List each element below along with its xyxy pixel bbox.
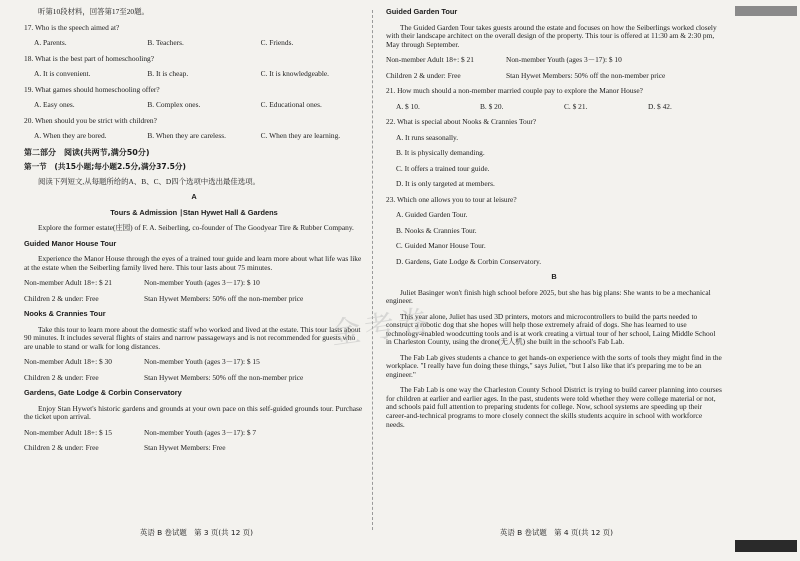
price-youth: Non-member Youth (ages 3－17): $ 10 [144, 278, 260, 288]
gardens-price-row-1 [24, 429, 364, 438]
question-19: 19. What games should homeschooling offer? [24, 84, 160, 94]
option-d: D. It is only targeted at members. [396, 179, 495, 189]
nooks-tour-text: Take this tour to learn more about the domestic staff who worked and lived at the estate. This tour lasts about 90 minutes. It includes several flights of stairs and narrow passageways and is not recommended for guests who are unable to stand or walk for long distances. [24, 324, 361, 351]
question-20-options [24, 132, 364, 141]
passage-a-intro: Explore the former estate(庄园) of F. A. Seiberling, co-founder of The Goodyear Tire & Rubber Company. [38, 223, 354, 233]
price-adult: Non-member Adult 18+: $ 15 [24, 427, 112, 437]
garden-tour-text: The Guided Garden Tour takes guests around the estate and focuses on how the Seiberlings worked closely with their landscape architect on the overall design of the property. This tour is offered at 11:30 am & 2:30 pm, May through September. [386, 22, 717, 49]
manor-price-row-1 [24, 279, 364, 288]
price-children: Children 2 & under: Free [24, 372, 99, 382]
price-adult: Non-member Adult 18+: $ 21 [24, 278, 112, 288]
nooks-price-row-2 [24, 374, 364, 383]
price-children: Children 2 & under: Free [386, 70, 461, 80]
nooks-price-row-1 [24, 358, 364, 367]
option-b: B. When they are careless. [147, 131, 226, 141]
option-b: B. Nooks & Crannies Tour. [396, 225, 477, 235]
passage-a-label: A [191, 192, 197, 202]
price-adult: Non-member Adult 18+: $ 30 [24, 357, 112, 367]
manor-price-row-2 [24, 295, 364, 304]
option-c: C. It offers a trained tour guide. [396, 163, 490, 173]
option-b: B. Teachers. [147, 38, 184, 48]
option-a: A. Parents. [34, 38, 67, 48]
right-column [386, 8, 722, 436]
option-d: D. Gardens, Gate Lodge & Corbin Conservatory. [396, 256, 542, 266]
garden-tour-title: Guided Garden Tour [386, 7, 458, 16]
option-c: C. Educational ones. [260, 100, 322, 110]
option-b: B. It is cheap. [147, 69, 189, 79]
question-17: 17. Who is the speech aimed at? [24, 22, 120, 32]
question-20: 20. When should you be strict with children? [24, 115, 157, 125]
garden-price-row-2 [386, 72, 722, 81]
question-17-options [24, 39, 364, 48]
passage-b-paragraph-3: The Fab Lab gives students a chance to get hands-on experience with the sorts of tools they might find in the workplace. "I really have fun doing these things," says Juliet, "but I also like that it's preparing me to be an engineer." [386, 352, 722, 379]
price-children: Children 2 & under: Free [24, 443, 99, 453]
option-a: A. Easy ones. [34, 100, 75, 110]
option-c: C. When they are learning. [260, 131, 341, 141]
column-divider [372, 10, 373, 530]
passage-b-label: B [551, 272, 557, 282]
question-19-options [24, 101, 364, 110]
left-column [24, 8, 364, 460]
option-a: A. Guided Garden Tour. [396, 210, 468, 220]
section-1-heading: 第一节 (共15小题;每小题2.5分,满分37.5分) [24, 161, 186, 171]
gardens-price-row-2 [24, 444, 364, 453]
listening-intro: 听第10段材料，回答第17至20题。 [38, 7, 149, 16]
question-18-options [24, 70, 364, 79]
option-a: A. When they are bored. [34, 131, 107, 141]
page-edge-strip-top [735, 6, 797, 16]
watermark: 金考卷 [328, 303, 435, 352]
option-b: B. It is physically demanding. [396, 148, 485, 158]
price-youth: Non-member Youth (ages 3－17): $ 10 [506, 55, 622, 65]
option-a: A. It is convenient. [34, 69, 91, 79]
option-a: A. $ 10. [396, 101, 420, 111]
price-members: Stan Hywet Members: Free [144, 443, 226, 453]
reading-instruction: 阅读下列短文,从每题所给的A、B、C、D四个选项中选出最佳选项。 [38, 176, 260, 186]
option-d: D. $ 42. [648, 101, 672, 111]
page-footer-left: 英语 B 卷试题 第 3 页(共 12 页) [140, 528, 253, 537]
option-c: C. Guided Manor House Tour. [396, 241, 486, 251]
manor-tour-title: Guided Manor House Tour [24, 238, 117, 248]
option-b: B. $ 20. [480, 101, 504, 111]
passage-a-title: Tours & Admission ∣Stan Hywet Hall & Gardens [110, 207, 278, 217]
question-23: 23. Which one allows you to tour at leisure? [386, 194, 517, 204]
price-adult: Non-member Adult 18+: $ 21 [386, 55, 474, 65]
page-footer-right: 英语 B 卷试题 第 4 页(共 12 页) [500, 528, 613, 537]
option-b: B. Complex ones. [147, 100, 201, 110]
gardens-tour-text: Enjoy Stan Hywet's historic gardens and grounds at your own pace on this self-guided grounds tour. Purchase the ticket upon arrival. [24, 403, 363, 422]
part-2-heading: 第二部分 阅读(共两节,满分50分) [24, 147, 150, 157]
question-21-options [386, 103, 722, 112]
passage-b-paragraph-2: This year alone, Juliet has used 3D printers, motors and microcontrollers to build the parts needed to construct a robotic dog that she hopes will help those extremely afraid of dogs. She has learned to use technology-enabled woodcutting tools and is at work creating a virtual tour of her school, Laing Middle School in Charleston County, using the drone(无人机) she built in the school's Fab Lab. [386, 311, 716, 347]
question-22: 22. What is special about Nooks & Crannies Tour? [386, 117, 537, 127]
option-c: C. Friends. [260, 38, 294, 48]
gardens-tour-title: Gardens, Gate Lodge & Corbin Conservatory [24, 388, 182, 398]
garden-price-row-1 [386, 56, 722, 65]
manor-tour-text: Experience the Manor House through the eyes of a trained tour guide and learn more about what life was like at the estate when the Seiberling family lived here. This tour lasts about 75 minutes. [24, 254, 362, 272]
price-members: Stan Hywet Members: 50% off the non-member price [144, 293, 304, 303]
price-children: Children 2 & under: Free [24, 293, 99, 303]
price-youth: Non-member Youth (ages 3－17): $ 7 [144, 427, 257, 437]
price-youth: Non-member Youth (ages 3－17): $ 15 [144, 357, 260, 367]
passage-b-paragraph-4: The Fab Lab is one way the Charleston County School District is trying to build career planning into courses for children at earlier and earlier ages. In the past, students were told whether they were college material or not, and schools paid full attention to preparing students for college. Now, school systems are speeding up their career-and-technical programs to more closely connect the skills students acquire in school with workforce needs. [386, 385, 722, 429]
price-members: Stan Hywet Members: 50% off the non-member price [144, 372, 304, 382]
nooks-tour-title: Nooks & Crannies Tour [24, 309, 106, 319]
option-c: C. It is knowledgeable. [260, 69, 330, 79]
option-a: A. It runs seasonally. [396, 132, 459, 142]
passage-b-paragraph-1: Juliet Basinger won't finish high school before 2025, but she has big plans: She wants to be a mechanical engineer. [386, 287, 711, 306]
page-edge-strip-bottom [735, 540, 797, 552]
option-c: C. $ 21. [564, 101, 588, 111]
question-21: 21. How much should a non-member married couple pay to explore the Manor House? [386, 86, 643, 96]
question-18: 18. What is the best part of homeschooling? [24, 53, 154, 63]
price-members: Stan Hywet Members: 50% off the non-member price [506, 70, 666, 80]
